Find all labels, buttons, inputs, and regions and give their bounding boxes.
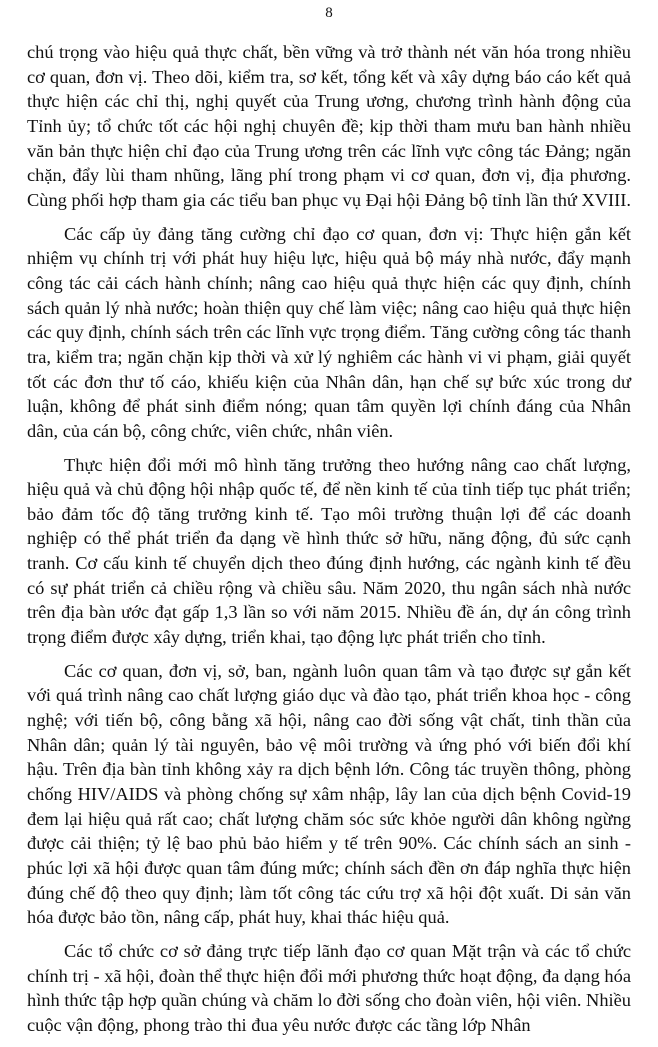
paragraph-growth-model: Thực hiện đổi mới mô hình tăng trưởng theo hướng nâng cao chất lượng, hiệu quả và chủ động hội nhập quốc tế, để nền kinh tế của tỉnh tiếp tục phát triển; bảo đảm tốc độ tăng trưởng kinh tế. Tạo môi trường thuận lợi để các doanh nghiệp có thể phát triển đa dạng về hình thức sở hữu, năng động, đủ sức cạnh tranh. Cơ cấu kinh tế chuyển dịch theo đúng định hướng, các ngành kinh tế đều có sự phát triển cả chiều rộng và chiều sâu. Năm 2020, thu ngân sách nhà nước trên địa bàn ước đạt gấp 1,3 lần so với năm 2015. Nhiều đề án, dự án công trình trọng điểm được xây dựng, triển khai, tạo động lực phát triển cho tỉnh. (27, 454, 631, 648)
body-text (27, 40, 631, 1047)
paragraph-continuation: chú trọng vào hiệu quả thực chất, bền vững và trở thành nét văn hóa trong nhiều cơ quan, đơn vị. Theo dõi, kiểm tra, sơ kết, tổng kết và xây dựng báo cáo kết quả thực hiện các chỉ thị, nghị quyết của Trung ương, chương trình hành động của Tỉnh ủy; tổ chức tốt các hội nghị chuyên đề; kịp thời tham mưu ban hành nhiều văn bản thực hiện chỉ đạo của Trung ương trên các lĩnh vực công tác Đảng; ngăn chặn, đẩy lùi tham nhũng, lãng phí trong phạm vi cơ quan, đơn vị, địa phương. Cùng phối hợp tham gia các tiểu ban phục vụ Đại hội Đảng bộ tỉnh lần thứ XVIII. (27, 42, 631, 210)
paragraph-agencies: Các cơ quan, đơn vị, sở, ban, ngành luôn quan tâm và tạo được sự gắn kết với quá trình nâng cao chất lượng giáo dục và đào tạo, phát triển khoa học - công nghệ; với tiến bộ, công bằng xã hội, nâng cao đời sống vật chất, tinh thần của Nhân dân; quản lý tài nguyên, bảo vệ môi trường và ứng phó với biến đổi khí hậu. Trên địa bàn tỉnh không xảy ra dịch bệnh lớn. Công tác truyền thông, phòng chống HIV/AIDS và phòng chống sự xâm nhập, lây lan của dịch bệnh Covid-19 đem lại hiệu quả rất cao; chất lượng chăm sóc sức khỏe người dân không ngừng được cải thiện; tỷ lệ bao phủ bảo hiểm y tế trên 90%. Các chính sách an sinh - phúc lợi xã hội được quan tâm đúng mức; chính sách đền ơn đáp nghĩa thực hiện đúng chế độ theo quy định; làm tốt công tác cứu trợ xã hội đột xuất. Di sản văn hóa được bảo tồn, nâng cấp, phát huy, khai thác hiệu quả. (27, 660, 631, 928)
page-number: 8 (325, 5, 333, 21)
paragraph-grassroots-party: Các tổ chức cơ sở đảng trực tiếp lãnh đạo cơ quan Mặt trận và các tổ chức chính trị - xã hội, đoàn thể thực hiện đổi mới phương thức hoạt động, đa dạng hóa hình thức tập hợp quần chúng và chăm lo đời sống cho đoàn viên, hội viên. Nhiều cuộc vận động, phong trào thi đua yêu nước được các tầng lớp Nhân (27, 940, 631, 1035)
paragraph-party-committees: Các cấp ủy đảng tăng cường chỉ đạo cơ quan, đơn vị: Thực hiện gắn kết nhiệm vụ chính trị với phát huy hiệu lực, hiệu quả bộ máy nhà nước, đẩy mạnh công tác cải cách hành chính; nâng cao hiệu quả thực hiện các quy định, chính sách quản lý nhà nước; hoàn thiện quy chế làm việc; nâng cao hiệu quả thực hiện các quy định, chính sách trên các lĩnh vực trọng điểm. Tăng cường công tác thanh tra, kiểm tra; ngăn chặn kịp thời và xử lý nghiêm các hành vi vi phạm, giải quyết tốt các đơn thư tố cáo, khiếu kiện của Nhân dân, hạn chế sự bức xúc trong dư luận, không để phát sinh điểm nóng; quan tâm quyền lợi chính đáng của Nhân dân, của cán bộ, công chức, viên chức, nhân viên. (27, 223, 631, 441)
